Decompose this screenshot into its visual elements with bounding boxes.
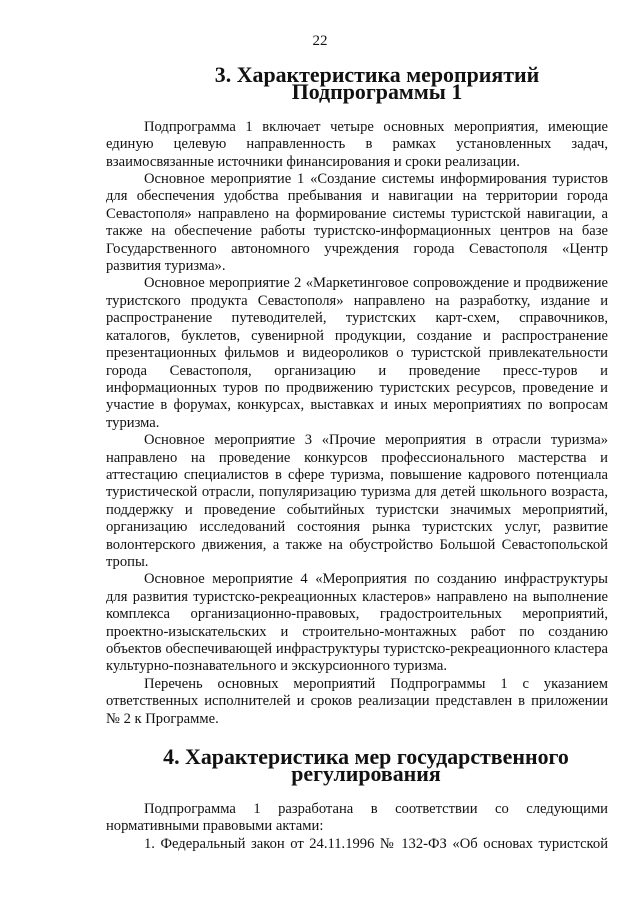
- section-3-paragraph-4: Основное мероприятие 3 «Прочие мероприятия в отрасли туризма» направлено на проведение конкурсов профессионального мастерства и аттестацию специалистов в сфере туризма, повышение кадрового потенциала туристической отрасли, популяризацию туризма для детей школьного возраста, поддержку и проведение событийных туристски значимых мероприятий, организацию исследований состояния рынка туристских услуг, развитие волонтерского движения, а также на обустройство Большой Севастопольской тропы.: [106, 432, 608, 570]
- section-3-heading: 3. Характеристика мероприятий Подпрограммы 1: [214, 62, 540, 105]
- page-number: 22: [312, 33, 328, 49]
- section-4-paragraph-2: 1. Федеральный закон от 24.11.1996 № 132-ФЗ «Об основах туристской: [144, 835, 608, 852]
- section-3-paragraph-6: Перечень основных мероприятий Подпрограммы 1 с указанием ответственных исполнителей и сроков реализации представлен в приложении № 2 к Программе.: [106, 675, 608, 727]
- section-3-paragraph-1: Подпрограмма 1 включает четыре основных мероприятия, имеющие единую целевую направленность в рамках установленных задач, взаимосвязанные источники финансирования и сроки реализации.: [106, 118, 608, 170]
- section-4-paragraph-1: Подпрограмма 1 разработана в соответствии со следующими нормативными правовыми актами:: [106, 800, 608, 835]
- section-3-paragraph-5: Основное мероприятие 4 «Мероприятия по созданию инфраструктуры для развития туристско-рекреационных кластеров» направлено на выполнение комплекса организационно-правовых, градостроительных мероприятий, проектно-изыскательских и строительно-монтажных работ по созданию объектов обеспечивающей инфраструктуры туристско-рекреационного кластера культурно-познавательного и экскурсионного туризма.: [106, 571, 608, 675]
- section-3-paragraph-3: Основное мероприятие 2 «Маркетинговое сопровождение и продвижение туристского продукта Севастополя» направлено на разработку, издание и распространение путеводителей, туристских карт-схем, справочников, каталогов, буклетов, сувенирной продукции, создание и распространение презентационных фильмов и видеороликов о туристской привлекательности города Севастополя, организацию и проведение пресс-туров и информационных туров по продвижению туристских ресурсов, проведение и участие в форумах, конкурсах, выставках и иных мероприятиях по вопросам туризма.: [106, 275, 608, 431]
- section-4-heading: 4. Характеристика мер государственного регулирования: [163, 744, 569, 787]
- document-body: [106, 62, 608, 853]
- section-3-paragraph-2: Основное мероприятие 1 «Создание системы информирования туристов для обеспечения удобства пребывания и навигации на территории города Севастополя» направлено на формирование системы туристской навигации, а также на обеспечение работы туристско-информационных центров на базе Государственного автономного учреждения города Севастополя «Центр развития туризма».: [106, 171, 608, 275]
